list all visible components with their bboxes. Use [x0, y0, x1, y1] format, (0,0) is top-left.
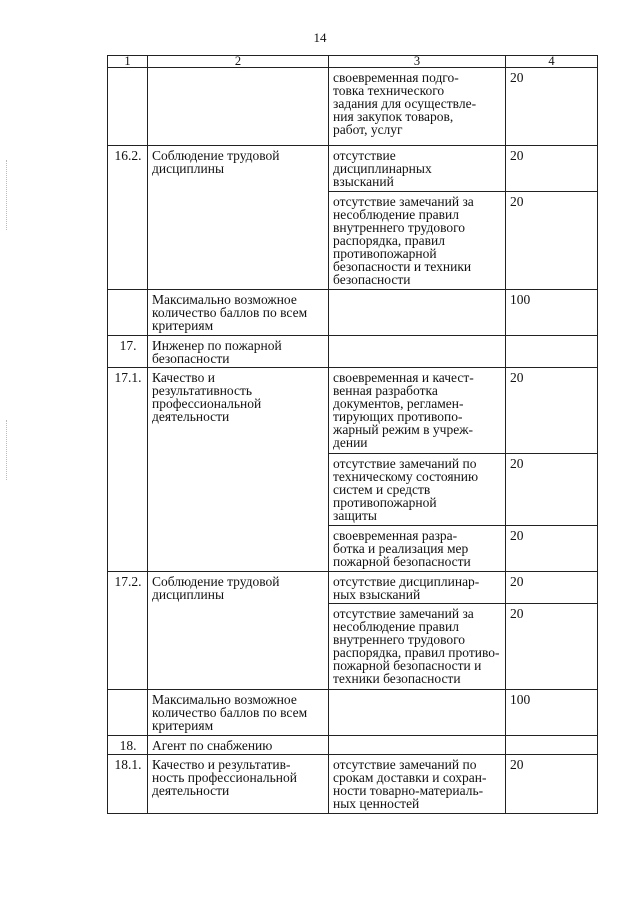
row-number [108, 68, 148, 146]
criterion-cell: отсутствие замечаний по срокам доставки и сохран- ности товарно-материаль- ных ценностей [329, 755, 506, 814]
table-row [108, 336, 598, 368]
header-col-1: 1 [108, 56, 148, 68]
table-row [108, 755, 598, 814]
points-cell: 20 [506, 454, 598, 526]
row-number: 17. [108, 336, 148, 368]
scan-edge-mark [6, 160, 8, 230]
table-row [108, 736, 598, 755]
criteria-table [107, 55, 598, 814]
indicator-cell: Качество и результативность профессиональной деятельности [148, 368, 329, 572]
criterion-cell: отсутствие замечаний по техническому состоянию систем и средств противопожарной защиты [329, 454, 506, 526]
row-number: 18. [108, 736, 148, 755]
points-cell: 20 [506, 526, 598, 572]
table-row [108, 690, 598, 736]
row-number: 17.2. [108, 572, 148, 690]
points-cell: 100 [506, 690, 598, 736]
page-number: 14 [313, 30, 327, 45]
indicator-cell: Соблюдение трудовой дисциплины [148, 572, 329, 690]
criterion-cell: отсутствие дисциплинар- ных взысканий [329, 572, 506, 604]
scan-edge-mark [6, 420, 8, 480]
row-number [108, 690, 148, 736]
indicator-cell [148, 68, 329, 146]
indicator-cell: Инженер по пожарной безопасности [148, 336, 329, 368]
points-cell: 20 [506, 572, 598, 604]
header-col-2: 2 [148, 56, 329, 68]
criterion-cell: своевременная подго- товка технического задания для осуществле- ния закупок товаров, работ, услуг [329, 68, 506, 146]
table-row [108, 368, 598, 454]
points-cell: 20 [506, 146, 598, 192]
row-number: 17.1. [108, 368, 148, 572]
header-col-3: 3 [329, 56, 506, 68]
indicator-cell: Агент по снабжению [148, 736, 329, 755]
row-number: 16.2. [108, 146, 148, 290]
points-cell [506, 336, 598, 368]
points-cell: 20 [506, 192, 598, 290]
indicator-cell: Соблюдение трудовой дисциплины [148, 146, 329, 290]
points-cell: 20 [506, 68, 598, 146]
criterion-cell [329, 336, 506, 368]
points-cell: 20 [506, 755, 598, 814]
points-cell [506, 736, 598, 755]
table-row [108, 572, 598, 604]
criterion-cell: отсутствие замечаний за несоблюдение правил внутреннего трудового распорядка, правил противо- пожарной безопасности и техники безопасности [329, 604, 506, 690]
indicator-cell: Максимально возможное количество баллов по всем критериям [148, 690, 329, 736]
indicator-cell: Максимально возможное количество баллов по всем критериям [148, 290, 329, 336]
header-row [108, 56, 598, 68]
table-row [108, 290, 598, 336]
criterion-cell: отсутствие замечаний за несоблюдение правил внутреннего трудового распорядка, правил противопожарной безопасности и техники безопасности [329, 192, 506, 290]
criterion-cell: своевременная разра- ботка и реализация мер пожарной безопасности [329, 526, 506, 572]
indicator-cell: Качество и результатив- ность профессиональной деятельности [148, 755, 329, 814]
criterion-cell: своевременная и качест- венная разработка документов, регламен- тирующих противопо- жарный режим в учреж- дении [329, 368, 506, 454]
row-number [108, 290, 148, 336]
points-cell: 20 [506, 368, 598, 454]
criterion-cell [329, 690, 506, 736]
points-cell: 100 [506, 290, 598, 336]
criterion-cell [329, 736, 506, 755]
header-col-4: 4 [506, 56, 598, 68]
row-number: 18.1. [108, 755, 148, 814]
criterion-cell [329, 290, 506, 336]
table-row [108, 68, 598, 146]
table-row [108, 146, 598, 192]
points-cell: 20 [506, 604, 598, 690]
criterion-cell: отсутствие дисциплинарных взысканий [329, 146, 506, 192]
